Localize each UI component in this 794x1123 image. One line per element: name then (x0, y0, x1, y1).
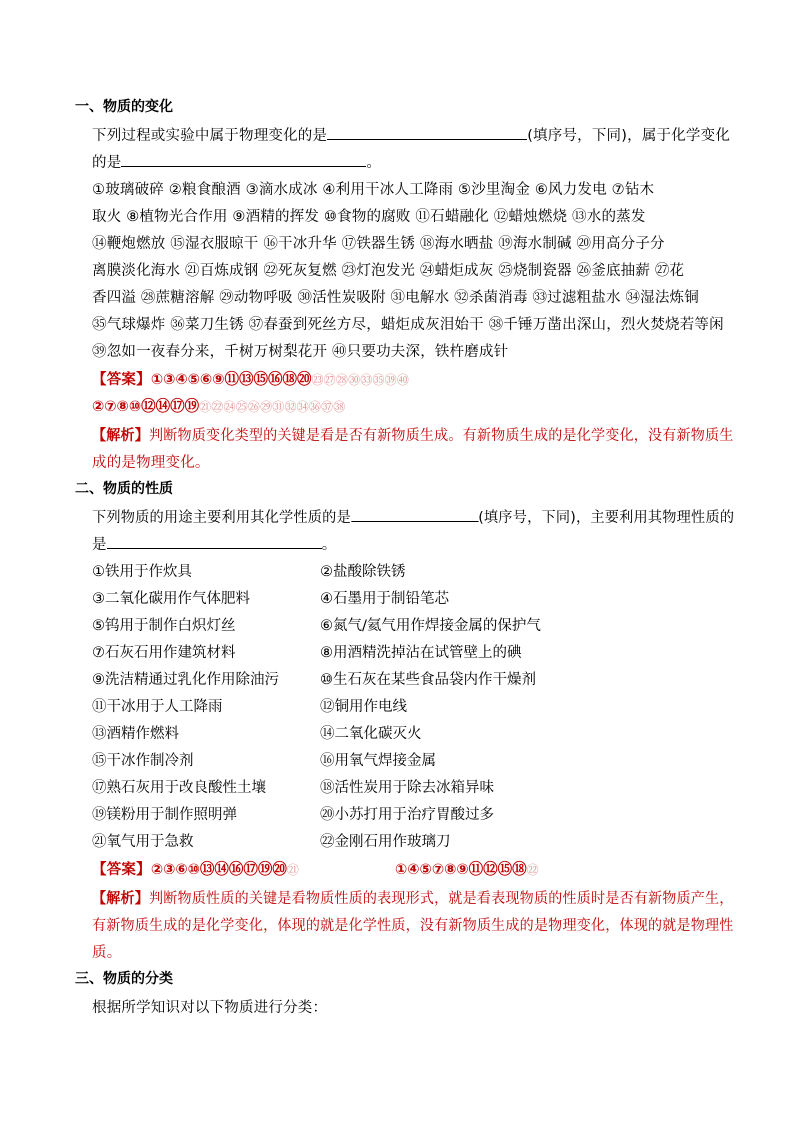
prompt-text: 。 (366, 155, 382, 171)
answer-blank[interactable] (327, 125, 527, 140)
question-prompt (92, 533, 336, 554)
section-title: 一、物质的变化 (75, 99, 173, 115)
list-item: ②盐酸除铁锈 (320, 564, 406, 580)
list-item: ⑤钨用于制作白炽灯丝 (92, 618, 236, 634)
prompt-text: 下列过程或实验中属于物理变化的是 (92, 128, 328, 144)
answer-values: ②③⑥⑩⑬⑭⑯⑰⑲⑳ (150, 862, 287, 878)
list-item: ⑩生石灰在某些食品袋内作干燥剂 (320, 672, 536, 688)
list-item: ⑪干冰用于人工降雨 (92, 699, 223, 715)
section-title: 二、物质的性质 (75, 481, 173, 497)
prompt-text: 是 (92, 537, 107, 553)
answer-label: 【答案】 (92, 372, 151, 388)
analysis-line: 质。 (92, 945, 122, 961)
list-item: ⑮干冰作制冷剂 (92, 753, 194, 769)
list-item: ⑫铜用作电线 (320, 699, 407, 715)
analysis-text: 判断物质变化类型的关键是看是否有新物质生成。有新物质生成的是化学变化，没有新物质生 (149, 428, 734, 444)
list-item: ③二氧化碳用作气体肥料 (92, 591, 250, 607)
list-item: ④石墨用于制铅笔芯 (320, 591, 449, 607)
answer-line (395, 858, 539, 879)
answer-values: ①③④⑤⑥⑨⑪⑬⑮⑯⑱⑳ (150, 372, 312, 388)
list-item: ㉒金刚石用作玻璃刀 (320, 834, 451, 850)
item-line: ㉟气球爆炸 ㊱菜刀生锈 ㊲春蚕到死丝方尽，蜡炬成灰泪始干 ㊳千锤万凿出深山，烈火焚烧若等闲 (92, 317, 724, 333)
list-item: ⑥氮气/氦气用作焊接金属的保护气 (320, 618, 541, 634)
answer-blank[interactable] (121, 152, 366, 167)
prompt-text: 。 (321, 537, 337, 553)
list-item: ⑱活性炭用于除去冰箱异味 (320, 780, 494, 796)
item-line: ⑭鞭炮燃放 ⑮湿衣服晾干 ⑯干冰升华 ⑰铁器生锈 ⑱海水晒盐 ⑲海水制碱 ⑳用高分子分 (92, 236, 665, 252)
answer-line (92, 395, 346, 416)
prompt-text: 下列物质的用途主要利用其化学性质的是 (92, 510, 351, 526)
list-item: ⑦石灰石用作建筑材料 (92, 645, 236, 661)
list-item: ⑭二氧化碳灭火 (320, 726, 422, 742)
question-prompt: 根据所学知识对以下物质进行分类： (92, 1000, 328, 1016)
list-item: ⑬酒精作燃料 (92, 726, 179, 742)
item-line: ㊴忽如一夜春分来，千树万树梨花开 ㊵只要功夫深，铁杵磨成针 (92, 344, 509, 360)
analysis-line: 成的是物理变化。 (92, 455, 210, 471)
question-prompt (92, 506, 734, 527)
prompt-text: 的是 (92, 155, 122, 171)
prompt-text: (填序号，下同)，主要利用其物理性质的 (478, 510, 735, 526)
answer-blank[interactable] (107, 534, 322, 549)
section-title: 三、物质的分类 (75, 971, 173, 987)
question-prompt (92, 151, 381, 172)
analysis-label: 【解析】 (92, 428, 150, 444)
item-line: 取火 ⑧植物光合作用 ⑨酒精的挥发 ⑩食物的腐败 ⑪石蜡融化 ⑫蜡烛燃烧 ⑬水的蒸发 (92, 209, 646, 225)
list-item: ⑨洗洁精通过乳化作用除油污 (92, 672, 279, 688)
analysis-line: 有新物质生成的是化学变化，体现的就是化学性质，没有新物质生成的是物理变化，体现的就是物理性 (92, 918, 734, 934)
analysis-text: 判断物质性质的关键是看物质性质的表现形式，就是看表现物质的性质时是否有新物质产生， (149, 891, 734, 907)
analysis-line (92, 887, 734, 908)
list-item: ⑳小苏打用于治疗胃酸过多 (320, 807, 494, 823)
analysis-label: 【解析】 (92, 891, 150, 907)
prompt-text: (填序号，下同)，属于化学变化 (527, 128, 731, 144)
list-item: ①铁用于作炊具 (92, 564, 192, 580)
list-item: ⑰熟石灰用于改良酸性土壤 (92, 780, 266, 796)
list-item: ⑯用氧气焊接金属 (320, 753, 436, 769)
answer-blank[interactable] (351, 507, 478, 522)
answer-values-faint: ㉑㉒㉔㉕㉖㉙㉛㉜㉞㊱㊲㊳ (199, 400, 346, 414)
item-line: 离膜淡化海水 ㉑百炼成钢 ㉒死灰复燃 ㉓灯泡发光 ㉔蜡炬成灰 ㉕烧制瓷器 ㉖釜底抽薪 ㉗花 (92, 263, 685, 279)
list-item: ㉑氧气用于急救 (92, 834, 194, 850)
answer-values: ①④⑤⑦⑧⑨⑪⑫⑮⑱ (395, 862, 527, 878)
list-item: ⑧用酒精洗掉沾在试管壁上的碘 (320, 645, 522, 661)
answer-values-faint: ㉑ (286, 863, 300, 877)
list-item: ⑲镁粉用于制作照明弹 (92, 807, 237, 823)
answer-label: 【答案】 (92, 862, 151, 878)
item-line: 香四溢 ㉘蔗糖溶解 ㉙动物呼吸 ㉚活性炭吸附 ㉛电解水 ㉜杀菌消毒 ㉝过滤粗盐水 ㉞湿法炼铜 (92, 290, 699, 306)
answer-line (92, 368, 409, 389)
question-prompt (92, 124, 730, 145)
answer-values-faint: ㉓㉗㉘㉚㉝㉟㊴㊵ (311, 373, 410, 387)
answer-values: ②⑦⑧⑩⑫⑭⑰⑲ (92, 399, 200, 415)
analysis-line (92, 424, 734, 445)
answer-values-faint: ㉒ (526, 863, 539, 877)
answer-line (92, 858, 299, 879)
item-line: ①玻璃破碎 ②粮食酿酒 ③滴水成冰 ④利用干冰人工降雨 ⑤沙里淘金 ⑥风力发电 ⑦钻木 (92, 182, 655, 198)
